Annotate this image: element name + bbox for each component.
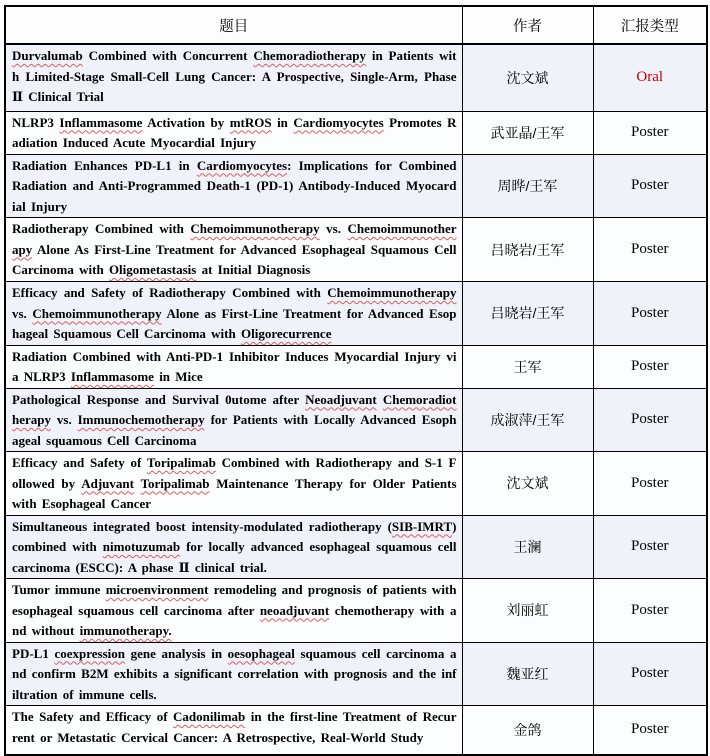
table-row bbox=[5, 218, 707, 282]
title-text: Promotes Radiation Induced Acute Myocardial Injury bbox=[12, 114, 457, 150]
table-body bbox=[5, 44, 707, 755]
report-type-cell: Oral bbox=[593, 44, 707, 111]
author-cell: 刘丽虹 bbox=[462, 579, 593, 643]
misspelled-term: Cadonilimab bbox=[173, 709, 246, 724]
paper-title-cell bbox=[5, 111, 462, 154]
misspelled-term: coexpression bbox=[54, 645, 125, 661]
paper-title-cell bbox=[5, 345, 462, 388]
title-text: in Mice bbox=[153, 369, 203, 384]
author-cell: 武亚晶/王军 bbox=[462, 111, 593, 154]
misspelled-term: Cardiomyocytes bbox=[293, 114, 384, 130]
title-text: ) combined with bbox=[12, 518, 457, 554]
misspelled-term: Chemoimmunotherapy bbox=[32, 305, 162, 321]
report-type-cell: Poster bbox=[593, 706, 707, 755]
table-row bbox=[5, 111, 707, 154]
table-row bbox=[5, 579, 707, 643]
author-cell: 成淑萍/王军 bbox=[462, 388, 593, 452]
report-type-cell: Poster bbox=[593, 345, 707, 388]
misspelled-term: Chemoimmunotherapy bbox=[12, 221, 457, 257]
abstract-report-table bbox=[4, 5, 708, 756]
table-row bbox=[5, 345, 707, 388]
misspelled-term: Inflammasome bbox=[70, 369, 154, 384]
author-cell: 吕晓岩/王军 bbox=[462, 282, 593, 346]
misspelled-term: Chemoradiotherapy bbox=[253, 48, 366, 63]
table-row bbox=[5, 282, 707, 346]
author-cell: 吕晓岩/王军 bbox=[462, 218, 593, 282]
report-type-cell: Poster bbox=[593, 388, 707, 452]
misspelled-term: Oligometastasis bbox=[108, 262, 197, 277]
title-text: Tumor immune bbox=[12, 582, 106, 597]
misspelled-term: Adjuvant bbox=[81, 475, 134, 491]
author-cell: 金鸽 bbox=[462, 706, 593, 755]
title-text: chemotherapy with and without bbox=[12, 602, 457, 638]
misspelled-term: microenvironment bbox=[105, 582, 209, 597]
misspelled-term: Chemoimmunotherapy bbox=[327, 285, 457, 300]
report-type-cell: Poster bbox=[593, 642, 707, 706]
table-row bbox=[5, 388, 707, 452]
title-text: gene analysis in bbox=[125, 645, 228, 661]
title-text: in bbox=[271, 114, 294, 130]
title-text: Radiation Enhances PD-L1 in bbox=[12, 157, 197, 173]
title-text: Activation by bbox=[142, 114, 230, 130]
paper-title-cell bbox=[5, 44, 462, 111]
report-type-cell: Poster bbox=[593, 579, 707, 643]
table-header-row bbox=[5, 6, 707, 44]
report-type-cell: Poster bbox=[593, 111, 707, 154]
header-report-type-column: 汇报类型 bbox=[593, 6, 707, 44]
report-type-cell: Poster bbox=[593, 282, 707, 346]
title-text: Simultaneous integrated boost intensity-modulated radiotherapy ( bbox=[12, 518, 392, 534]
paper-title-cell bbox=[5, 706, 462, 755]
title-text: vs. bbox=[319, 221, 348, 236]
table-row bbox=[5, 44, 707, 111]
author-cell: 周晔/王军 bbox=[462, 154, 593, 218]
misspelled-term: Inflammasome bbox=[59, 114, 143, 130]
title-text bbox=[134, 476, 141, 491]
report-type-cell: Poster bbox=[593, 218, 707, 282]
paper-title-cell bbox=[5, 154, 462, 218]
report-type-cell: Poster bbox=[593, 515, 707, 579]
table-row bbox=[5, 642, 707, 706]
header-title-column: 题目 bbox=[5, 6, 462, 44]
paper-title-cell bbox=[5, 642, 462, 706]
table-row bbox=[5, 515, 707, 579]
misspelled-term: Oligorecurrence bbox=[240, 326, 332, 341]
paper-title-cell bbox=[5, 515, 462, 579]
paper-title-cell bbox=[5, 218, 462, 282]
title-text: Radiotherapy Combined with bbox=[12, 221, 191, 236]
author-cell: 沈文斌 bbox=[462, 44, 593, 111]
paper-title-cell bbox=[5, 579, 462, 643]
title-text: Alone as First-Line Treatment for Advanced Esophageal Squamous Cell Carcinoma with bbox=[12, 305, 457, 341]
misspelled-term: SIB-IMRT bbox=[391, 518, 453, 534]
title-text: PD-L1 bbox=[12, 645, 55, 661]
title-text: vs. bbox=[51, 412, 78, 427]
author-cell: 沈文斌 bbox=[462, 452, 593, 516]
title-text: Radiation Combined with Anti-PD-1 Inhibitor Induces Myocardial Injury via NLRP3 bbox=[12, 348, 457, 384]
title-text: at Initial Diagnosis bbox=[196, 262, 311, 277]
title-text: in Patients with Limited-Stage Small-Cell Lung Cancer: A Prospective, Single-Arm, Phase Ⅱ Clinical Trial bbox=[12, 48, 457, 104]
misspelled-term: Chemoradiotherapy bbox=[12, 391, 457, 427]
paper-title-cell bbox=[5, 282, 462, 346]
author-cell: 王澜 bbox=[462, 515, 593, 579]
misspelled-term: Toripalimab bbox=[140, 475, 210, 491]
author-cell: 王军 bbox=[462, 345, 593, 388]
table-row bbox=[5, 706, 707, 755]
misspelled-term: Immunochemotherapy bbox=[77, 412, 205, 427]
header-author-column: 作者 bbox=[462, 6, 593, 44]
misspelled-term: mtROS bbox=[229, 114, 272, 130]
title-text: : Implications for Combined Radiation and Anti-Programmed Death-1 (PD-1) Antibody-Induced Myocardial Injury bbox=[12, 157, 457, 214]
title-text: squamous cell carcinoma and confirm B2M exhibits a significant correlation with prognosis and the infiltration of immune cells. bbox=[12, 645, 457, 702]
misspelled-term: immunotherapy. bbox=[79, 623, 172, 638]
misspelled-term: oesophageal bbox=[227, 645, 295, 661]
title-text: Combined with Radiotherapy and S-1 Followed by bbox=[12, 455, 457, 491]
misspelled-term: nimotuzumab bbox=[102, 539, 181, 554]
misspelled-term: Durvalumab bbox=[12, 48, 83, 63]
table-row bbox=[5, 154, 707, 218]
title-text: Pathological Response and Survival 0utome after bbox=[12, 391, 306, 407]
title-text: Efficacy and Safety of Radiotherapy Combined with bbox=[12, 285, 328, 300]
title-text: The Safety and Efficacy of bbox=[12, 709, 174, 724]
title-text: remodeling and prognosis of patients with esophageal squamous cell carcinoma after bbox=[12, 582, 457, 618]
title-text: for Patients with Locally Advanced Esophageal squamous Cell Carcinoma bbox=[12, 412, 457, 448]
report-type-cell: Poster bbox=[593, 154, 707, 218]
misspelled-term: Chemoimmunotherapy bbox=[190, 221, 320, 236]
paper-title-cell bbox=[5, 388, 462, 452]
table-row bbox=[5, 452, 707, 516]
report-type-cell: Poster bbox=[593, 452, 707, 516]
author-cell: 魏亚红 bbox=[462, 642, 593, 706]
title-text: for locally advanced esophageal squamous cell carcinoma (ESCC): A phase Ⅱ clinical trial. bbox=[12, 539, 457, 575]
paper-title-cell bbox=[5, 452, 462, 516]
title-text: Efficacy and Safety of bbox=[12, 455, 147, 470]
misspelled-term: neoadjuvant bbox=[259, 602, 330, 618]
title-text: Combined with Concurrent bbox=[82, 48, 254, 63]
title-text: vs. bbox=[12, 305, 33, 321]
title-text: in the first-line Treatment of Recurrent or Metastatic Cervical Cancer: A Retrospective, Real-World Study bbox=[12, 709, 457, 745]
title-text: Alone As First-Line Treatment for Advanced Esophageal Squamous Cell Carcinoma with bbox=[12, 241, 457, 277]
misspelled-term: Toripalimab bbox=[146, 455, 216, 470]
title-text: Maintenance Therapy for Older Patients with Esophageal Cancer bbox=[12, 475, 457, 511]
title-text: NLRP3 bbox=[12, 114, 60, 130]
misspelled-term: Cardiomyocytes bbox=[196, 157, 288, 173]
misspelled-term: Neoadjuvant bbox=[305, 391, 377, 407]
